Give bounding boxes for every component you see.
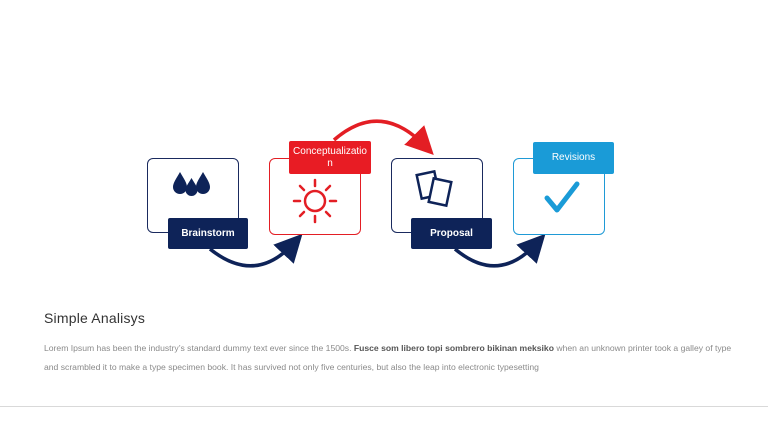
step-label-conceptualization: Conceptualization bbox=[289, 141, 371, 174]
step-label-brainstorm: Brainstorm bbox=[168, 218, 248, 249]
bottom-divider bbox=[0, 406, 768, 407]
step-label-revisions: Revisions bbox=[533, 142, 614, 174]
step-label-proposal: Proposal bbox=[411, 218, 492, 249]
section-description bbox=[44, 339, 734, 377]
water-drops-icon bbox=[170, 170, 216, 198]
section-title: Simple Analisys bbox=[44, 310, 146, 326]
documents-icon bbox=[413, 170, 457, 210]
sun-icon bbox=[292, 178, 338, 224]
description-text-1: Lorem Ipsum has been the industry’s standard dummy text ever since the 1500s. bbox=[44, 343, 354, 353]
checkmark-icon bbox=[543, 180, 581, 216]
description-text-2: when an unknown printer took a galley of type and scrambled it to make a type specimen book. It has survived not only five centuries, but also the leap into electronic typesetting bbox=[44, 343, 732, 372]
description-bold-text: Fusce som libero topi sombrero bikinan meksiko bbox=[353, 343, 554, 353]
